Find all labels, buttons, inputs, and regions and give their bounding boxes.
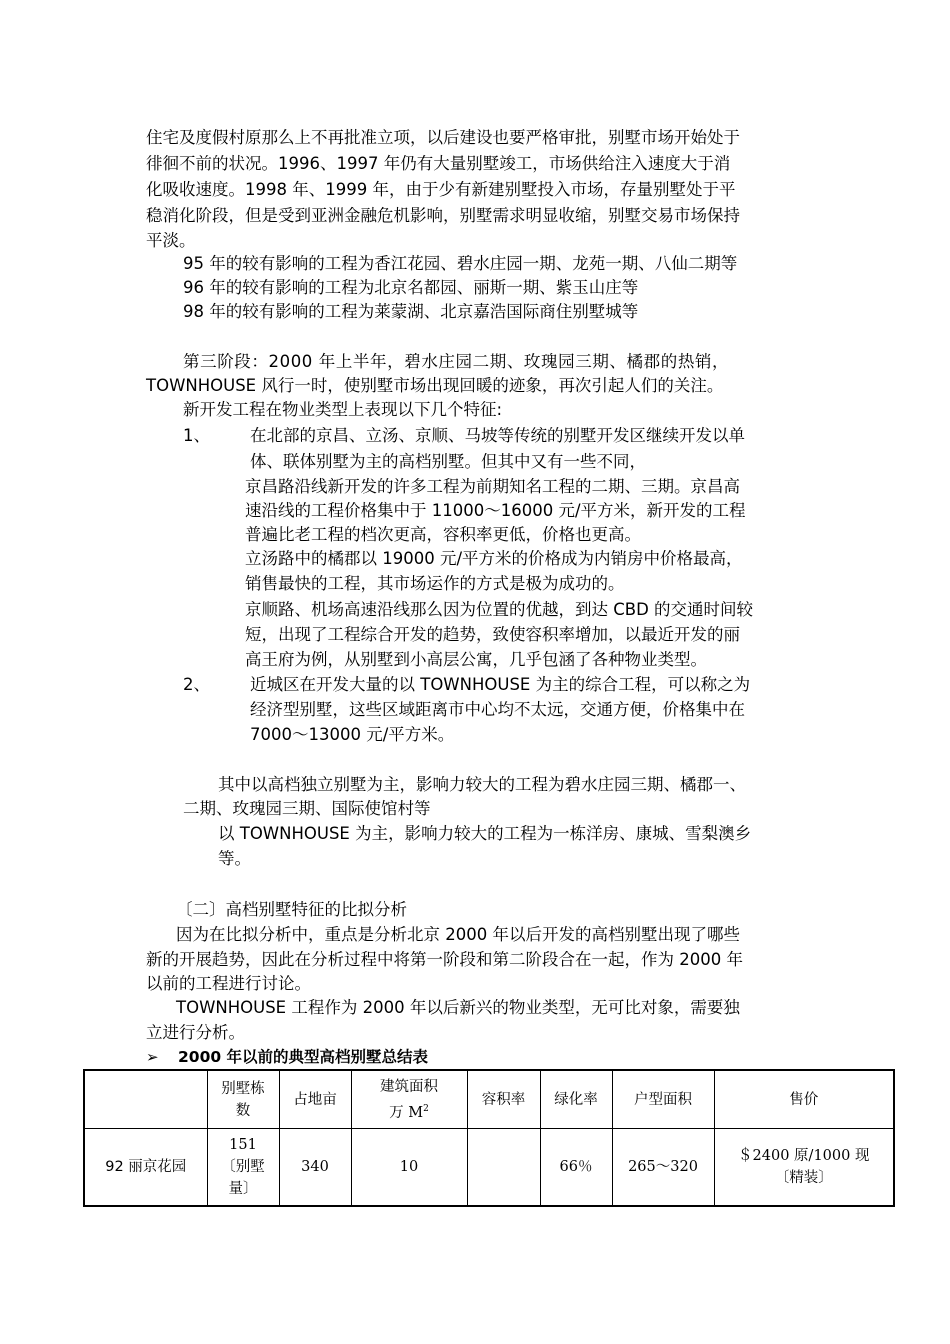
analysis-line-3: 以前的工程进行讨论。 [146,974,311,993]
item2-line-3: 7000～13000 元/平方米。 [250,725,455,744]
cell-price-line-1: ＄2400 原/1000 现 [738,1148,870,1164]
item2-line-1: 近城区在开发大量的以 TOWNHOUSE 为主的综合工程，可以称之为 [250,675,751,694]
header-far: 容积率 [467,1070,540,1129]
table-row [84,1129,894,1207]
item1-sub-b-line-1: 立汤路中的橘郡以 19000 元/平方米的价格成为内销房中价格最高， [245,549,743,568]
projects-96: 96 年的较有影响的工程为北京名都园、丽斯一期、紫玉山庄等 [183,278,639,297]
intro-line-1: 住宅及度假村原那么上不再批准立项，以后建设也要严格审批，别墅市场开始处于 [146,128,740,147]
cell-area: 10 [351,1129,467,1207]
item1-sub-c-line-3: 高王府为例，从别墅到小高层公寓，几乎包涵了各种物业类型。 [245,650,707,669]
summary-line-3: 以 TOWNHOUSE 为主，影响力较大的工程为一栋洋房、康城、雪梨澳乡 [218,824,752,843]
item1-sub-c-line-1: 京顺路、机场高速沿线那么因为位置的优越，到达 CBD 的交通时间较 [245,600,754,619]
cell-units [207,1129,279,1207]
table-header-row [84,1070,894,1129]
bullet-arrow-icon: ➢ [146,1048,159,1066]
projects-98: 98 年的较有影响的工程为莱蒙湖、北京嘉浩国际商住别墅城等 [183,302,639,321]
header-area-line-2 [354,1098,465,1124]
section-title: 〔二〕高档别墅特征的比拟分析 [176,900,407,919]
header-unit-size: 户型面积 [612,1070,714,1129]
header-land: 占地亩 [279,1070,351,1129]
cell-unit-size: 265～320 [612,1129,714,1207]
analysis-line-5: 立进行分析。 [146,1023,245,1042]
item1-sub-a-line-1: 京昌路沿线新开发的许多工程为前期知名工程的二期、三期。京昌高 [245,477,740,496]
villa-summary-table [83,1069,895,1207]
item2-number: 2、 [183,675,210,694]
item1-sub-a-line-2: 速沿线的工程价格集中于 11000～16000 元/平方米，新开发的工程 [245,501,746,520]
cell-price-line-2: 〔精装〕 [774,1170,833,1186]
item1-sub-c-line-2: 短，出现了工程综合开发的趋势，致使容积率增加，以最近开发的丽 [245,625,740,644]
summary-line-2: 二期、玫瑰园三期、国际使馆村等 [183,799,431,818]
cell-green: 66％ [540,1129,612,1207]
table-title: 2000 年以前的典型高档别墅总结表 [178,1048,429,1066]
cell-units-line-2: 〔别墅 [221,1159,265,1175]
header-area-unit: 万 M [389,1104,424,1121]
cell-land: 340 [279,1129,351,1207]
header-area-superscript: 2 [423,1103,429,1114]
projects-95: 95 年的较有影响的工程为香江花园、碧水庄园一期、龙苑一期、八仙二期等 [183,254,738,273]
item1-line-1: 在北部的京昌、立汤、京顺、马坡等传统的别墅开发区继续开发以单 [250,426,745,445]
item2-line-2: 经济型别墅，这些区域距离市中心均不太远，交通方便，价格集中在 [250,700,745,719]
header-units [207,1070,279,1129]
intro-line-5: 平淡。 [146,231,196,250]
item1-number: 1、 [183,426,210,445]
header-units-line-2: 数 [235,1102,251,1119]
header-green: 绿化率 [540,1070,612,1129]
header-area-line-1: 建筑面积 [380,1078,438,1095]
summary-line-4: 等。 [218,849,251,868]
cell-units-line-1: 151 [229,1137,257,1153]
stage3-line-2: TOWNHOUSE 风行一时，使别墅市场出现回暖的迹象，再次引起人们的关注。 [146,376,724,395]
analysis-line-4: TOWNHOUSE 工程作为 2000 年以后新兴的物业类型，无可比对象，需要独 [176,998,740,1017]
header-name [84,1070,207,1129]
item1-line-2: 体、联体别墅为主的高档别墅。但其中又有一些不同， [250,452,646,471]
cell-name: 92 丽京花园 [84,1129,207,1207]
header-area [351,1070,467,1129]
item1-sub-a-line-3: 普遍比老工程的档次更高，容积率更低，价格也更高。 [245,525,641,544]
intro-line-2: 徘徊不前的状况。1996、1997 年仍有大量别墅竣工，市场供给注入速度大于消 [146,154,731,173]
analysis-line-1: 因为在比拟分析中，重点是分析北京 2000 年以后开发的高档别墅出现了哪些 [176,925,740,944]
cell-price [714,1129,894,1207]
cell-far [467,1129,540,1207]
analysis-line-2: 新的开展趋势，因此在分析过程中将第一阶段和第二阶段合在一起，作为 2000 年 [146,950,743,969]
header-units-line-1: 别墅栋 [221,1080,265,1097]
stage3-line-3: 新开发工程在物业类型上表现以下几个特征: [183,400,503,419]
summary-line-1: 其中以高档独立别墅为主，影响力较大的工程为碧水庄园三期、橘郡一、 [218,775,746,794]
stage3-line-1: 第三阶段：2000 年上半年，碧水庄园二期、玫瑰园三期、橘郡的热销， [183,352,730,371]
intro-line-4: 稳消化阶段，但是受到亚洲金融危机影响，别墅需求明显收缩，别墅交易市场保持 [146,206,740,225]
intro-line-3: 化吸收速度。1998 年、1999 年，由于少有新建别墅投入市场，存量别墅处于平 [146,180,736,199]
item1-sub-b-line-2: 销售最快的工程，其市场运作的方式是极为成功的。 [245,574,625,593]
cell-units-line-3: 量〕 [228,1181,258,1197]
header-price: 售价 [714,1070,894,1129]
